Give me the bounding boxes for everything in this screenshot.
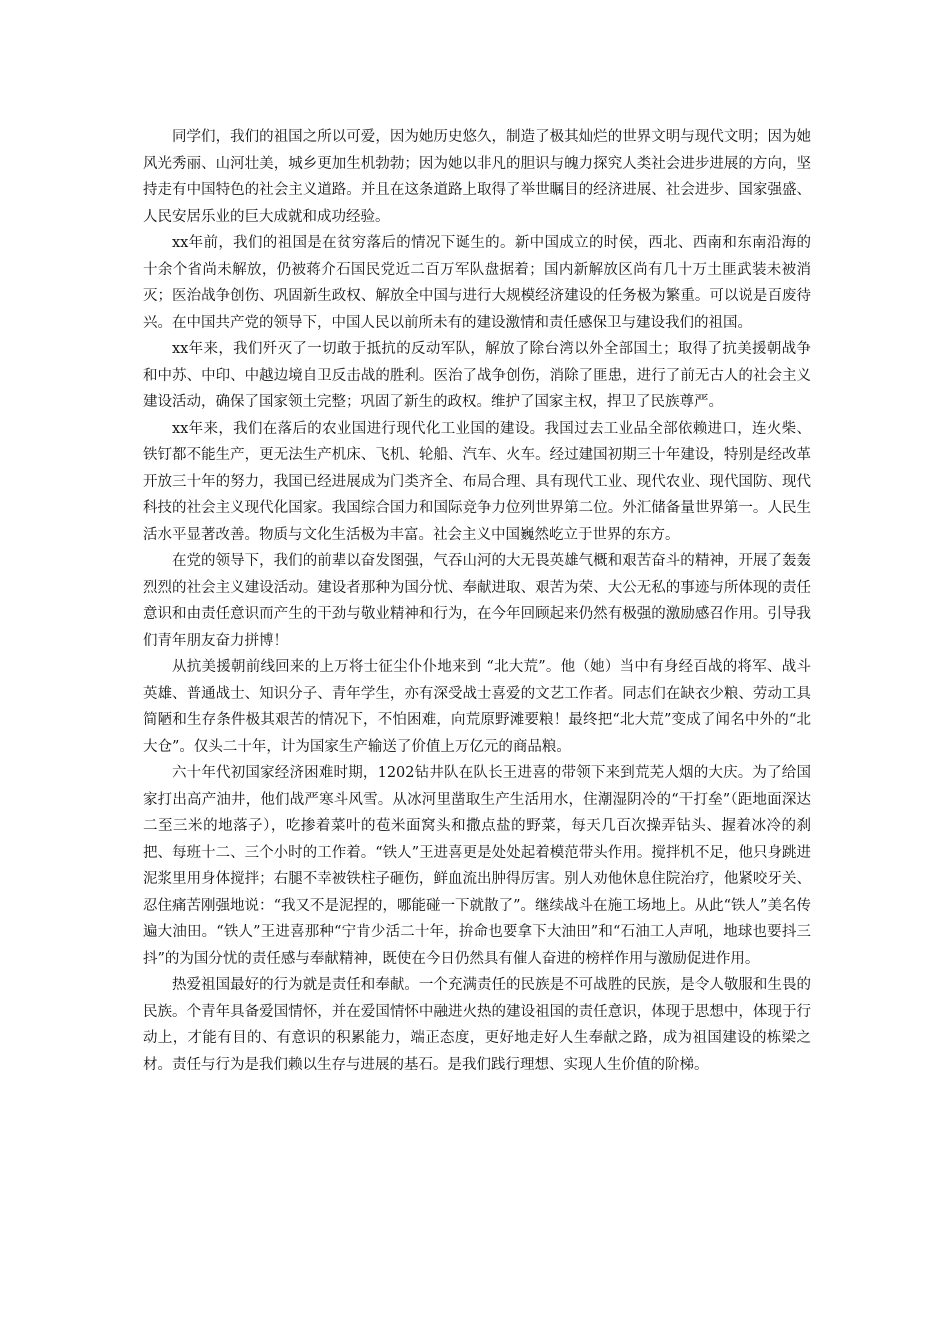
- paragraph-defense: xx年来，我们歼灭了一切敢于抵抗的反动军队，解放了除台湾以外全部国土；取得了抗美援朝战争和中苏、中印、中越边境自卫反击战的胜利。医治了战争创伤，消除了匪患，进行了前无古人的社会主义建设活动，确保了国家领土完整；巩固了新生的政权。维护了国家主权，捍卫了民族尊严。: [143, 341, 811, 410]
- paragraph-predecessors: 在党的领导下，我们的前辈以奋发图强，气吞山河的大无畏英雄气概和艰苦奋斗的精神，开展了轰轰烈烈的社会主义建设活动。建设者那种为国分忧、奉献进取、艰苦为荣、大公无私的事迹与所体现的责任意识和由责任意识而产生的干劲与敬业精神和行为，在今年回顾起来仍然有极强的激励感召作用。引导我们青年朋友奋力拼博！: [143, 553, 811, 649]
- paragraph-conclusion: 热爱祖国最好的行为就是责任和奉献。一个充满责任的民族是不可战胜的民族，是令人敬服和生畏的民族。个青年具备爱国情怀，并在爱国情怀中融进火热的建设祖国的责任意识，体现于思想中，体现于行动上，才能有目的、有意识的积累能力，端正态度，更好地走好人生奉献之路，成为祖国建设的栋梁之材。责任与行为是我们赖以生存与进展的基石。是我们践行理想、实现人生价值的阶梯。: [143, 977, 811, 1073]
- paragraph-iron-man: 六十年代初国家经济困难时期，1202钻井队在队长王进喜的带领下来到荒芜人烟的大庆。为了给国家打出高产油井，他们战严寒斗风雪。从冰河里凿取生产生活用水，住潮湿阴冷的“干打垒”（距地面深达二至三米的地落子），吃掺着菜叶的苞米面窝头和撒点盐的野菜，每天几百次操弄钻头、握着冰冷的刹把、每班十二、三个小时的工作着。“铁人”王进喜更是处处起着模范带头作用。搅拌机不足，他只身跳进泥浆里用身体搅拌；右腿不幸被铁柱子砸伤，鲜血流出肿得厉害。别人劝他休息住院治疗，他紧咬牙关、忍住痛苦刚强地说：“我又不是泥捏的，哪能碰一下就散了”。继续战斗在施工场地上。从此“铁人”美名传遍大油田。“铁人”王进喜那种“宁肯少活二十年，拚命也要拿下大油田”和“石油工人声吼，地球也要抖三抖”的为国分忧的责任感与奉献精神，既使在今日仍然具有催人奋进的榜样作用与激励促进作用。: [143, 765, 811, 967]
- document-body: [143, 124, 811, 1078]
- paragraph-founding: xx年前，我们的祖国是在贫穷落后的情况下诞生的。新中国成立的时侯，西北、西南和东南沿海的十余个省尚未解放，仍被蒋介石国民党近二百万军队盘据着；国内新解放区尚有几十万土匪武装未被消灭；医治战争创伤、巩固新生政权、解放全中国与进行大规模经济建设的任务极为繁重。可以说是百废待兴。在中国共产党的领导下，中国人民以前所未有的建设激情和责任感保卫与建设我们的祖国。: [143, 235, 811, 331]
- paragraph-industrialization: xx年来，我们在落后的农业国进行现代化工业国的建设。我国过去工业品全部依赖进口，连火柴、铁钉都不能生产，更无法生产机床、飞机、轮船、汽车、火车。经过建国初期三十年建设，特别是经改革开放三十年的努力，我国已经进展成为门类齐全、布局合理、具有现代工业、现代农业、现代国防、现代科技的社会主义现代化国家。我国综合国力和国际竞争力位列世界第二位。外汇储备量世界第一。人民生活水平显著改善。物质与文化生活极为丰富。社会主义中国巍然屹立于世界的东方。: [143, 420, 811, 543]
- paragraph-intro: 同学们，我们的祖国之所以可爱，因为她历史悠久，制造了极其灿烂的世界文明与现代文明；因为她风光秀丽、山河壮美，城乡更加生机勃勃；因为她以非凡的胆识与魄力探究人类社会进步进展的方向，坚持走有中国特色的社会主义道路。并且在这条道路上取得了举世瞩目的经济进展、社会进步、国家强盛、人民安居乐业的巨大成就和成功经验。: [143, 129, 811, 225]
- paragraph-beidahuang: 从抗美援朝前线回来的上万将士征尘仆仆地来到 “北大荒”。他（她）当中有身经百战的将军、战斗英雄、普通战士、知识分子、青年学生，亦有深受战士喜爱的文艺工作者。同志们在缺衣少粮、劳动工具简陋和生存条件极其艰苦的情况下，不怕困难，向荒原野滩要粮！最终把“北大荒”变成了闻名中外的“北大仓”。仅头二十年，计为国家生产输送了价值上万亿元的商品粮。: [143, 659, 811, 755]
